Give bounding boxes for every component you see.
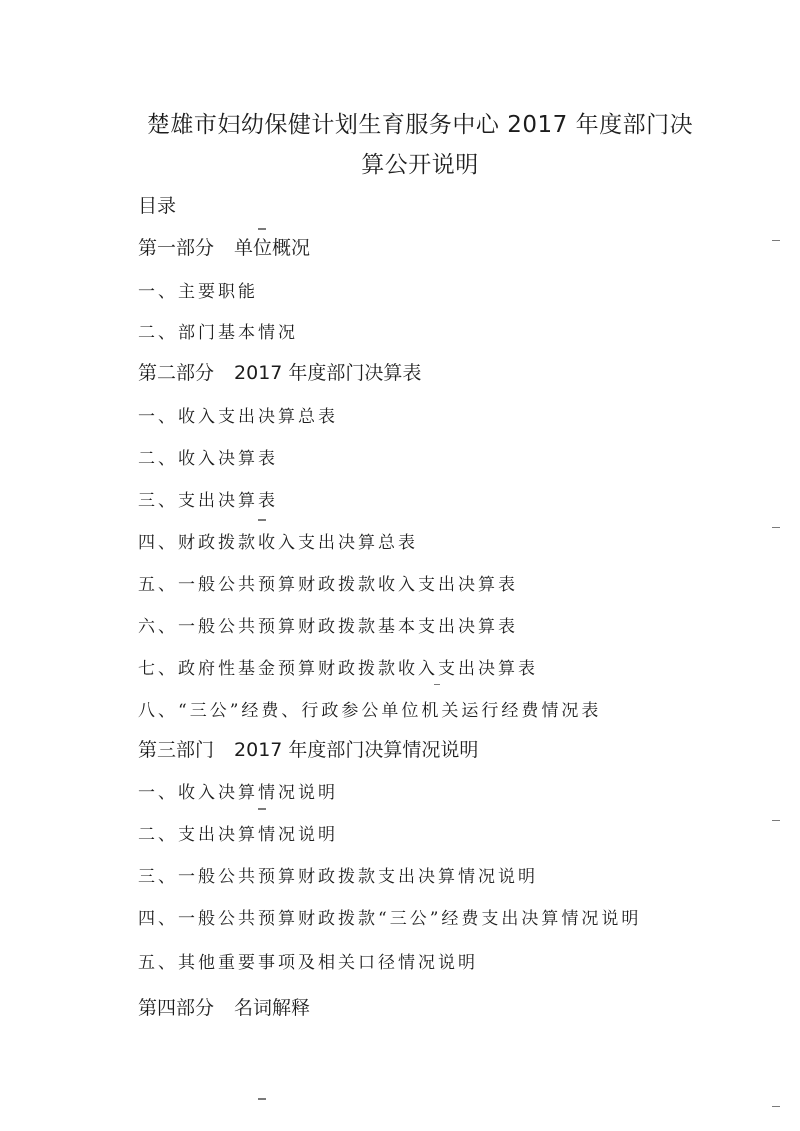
part-3-heading bbox=[138, 735, 478, 762]
part-2-heading bbox=[138, 358, 421, 385]
part-4-heading bbox=[138, 993, 310, 1020]
scan-mark bbox=[434, 684, 440, 685]
part-1-label: 第一部分 bbox=[138, 237, 215, 259]
part-3-item-3: 三、一般公共预算财政拨款支出决算情况说明 bbox=[138, 867, 538, 887]
toc-label: 目录 bbox=[138, 195, 177, 217]
document-title-line-1: 楚雄市妇幼保健计划生育服务中心 2017 年度部门决 bbox=[146, 112, 694, 138]
part-2-item-6: 六、一般公共预算财政拨款基本支出决算表 bbox=[138, 617, 518, 637]
part-3-item-4: 四、一般公共预算财政拨款“三公”经费支出决算情况说明 bbox=[138, 909, 642, 929]
scan-mark bbox=[258, 808, 266, 810]
part-4-label: 第四部分 bbox=[138, 997, 215, 1019]
part-1-title: 单位概况 bbox=[234, 237, 311, 259]
part-1-item-1: 一、主要职能 bbox=[138, 282, 258, 302]
part-3-label: 第三部门 bbox=[138, 739, 215, 761]
part-3-item-1: 一、收入决算情况说明 bbox=[138, 783, 338, 803]
part-2-title: 2017 年度部门决算表 bbox=[234, 362, 422, 384]
part-2-item-1: 一、收入支出决算总表 bbox=[138, 407, 338, 427]
part-2-label: 第二部分 bbox=[138, 362, 215, 384]
scan-mark bbox=[772, 820, 780, 821]
part-4-title: 名词解释 bbox=[234, 997, 311, 1019]
part-2-item-7: 七、政府性基金预算财政拨款收入支出决算表 bbox=[138, 659, 538, 679]
part-3-title: 2017 年度部门决算情况说明 bbox=[234, 739, 479, 761]
part-2-item-3: 三、支出决算表 bbox=[138, 491, 278, 511]
document-title-line-2: 算公开说明 bbox=[361, 152, 479, 178]
scan-mark bbox=[772, 240, 780, 241]
scan-mark bbox=[258, 228, 266, 230]
scan-mark bbox=[772, 527, 780, 528]
part-1-item-2: 二、部门基本情况 bbox=[138, 323, 298, 343]
part-2-item-2: 二、收入决算表 bbox=[138, 449, 278, 469]
part-2-item-4: 四、财政拨款收入支出决算总表 bbox=[138, 533, 418, 553]
part-3-item-5: 五、其他重要事项及相关口径情况说明 bbox=[138, 953, 478, 973]
part-2-item-5: 五、一般公共预算财政拨款收入支出决算表 bbox=[138, 575, 518, 595]
scan-mark bbox=[258, 519, 266, 521]
scan-mark bbox=[258, 1098, 266, 1100]
part-1-heading bbox=[138, 233, 310, 260]
scan-mark bbox=[772, 1106, 780, 1107]
part-2-item-8: 八、“三公”经费、行政参公单位机关运行经费情况表 bbox=[138, 701, 602, 721]
part-3-item-2: 二、支出决算情况说明 bbox=[138, 825, 338, 845]
